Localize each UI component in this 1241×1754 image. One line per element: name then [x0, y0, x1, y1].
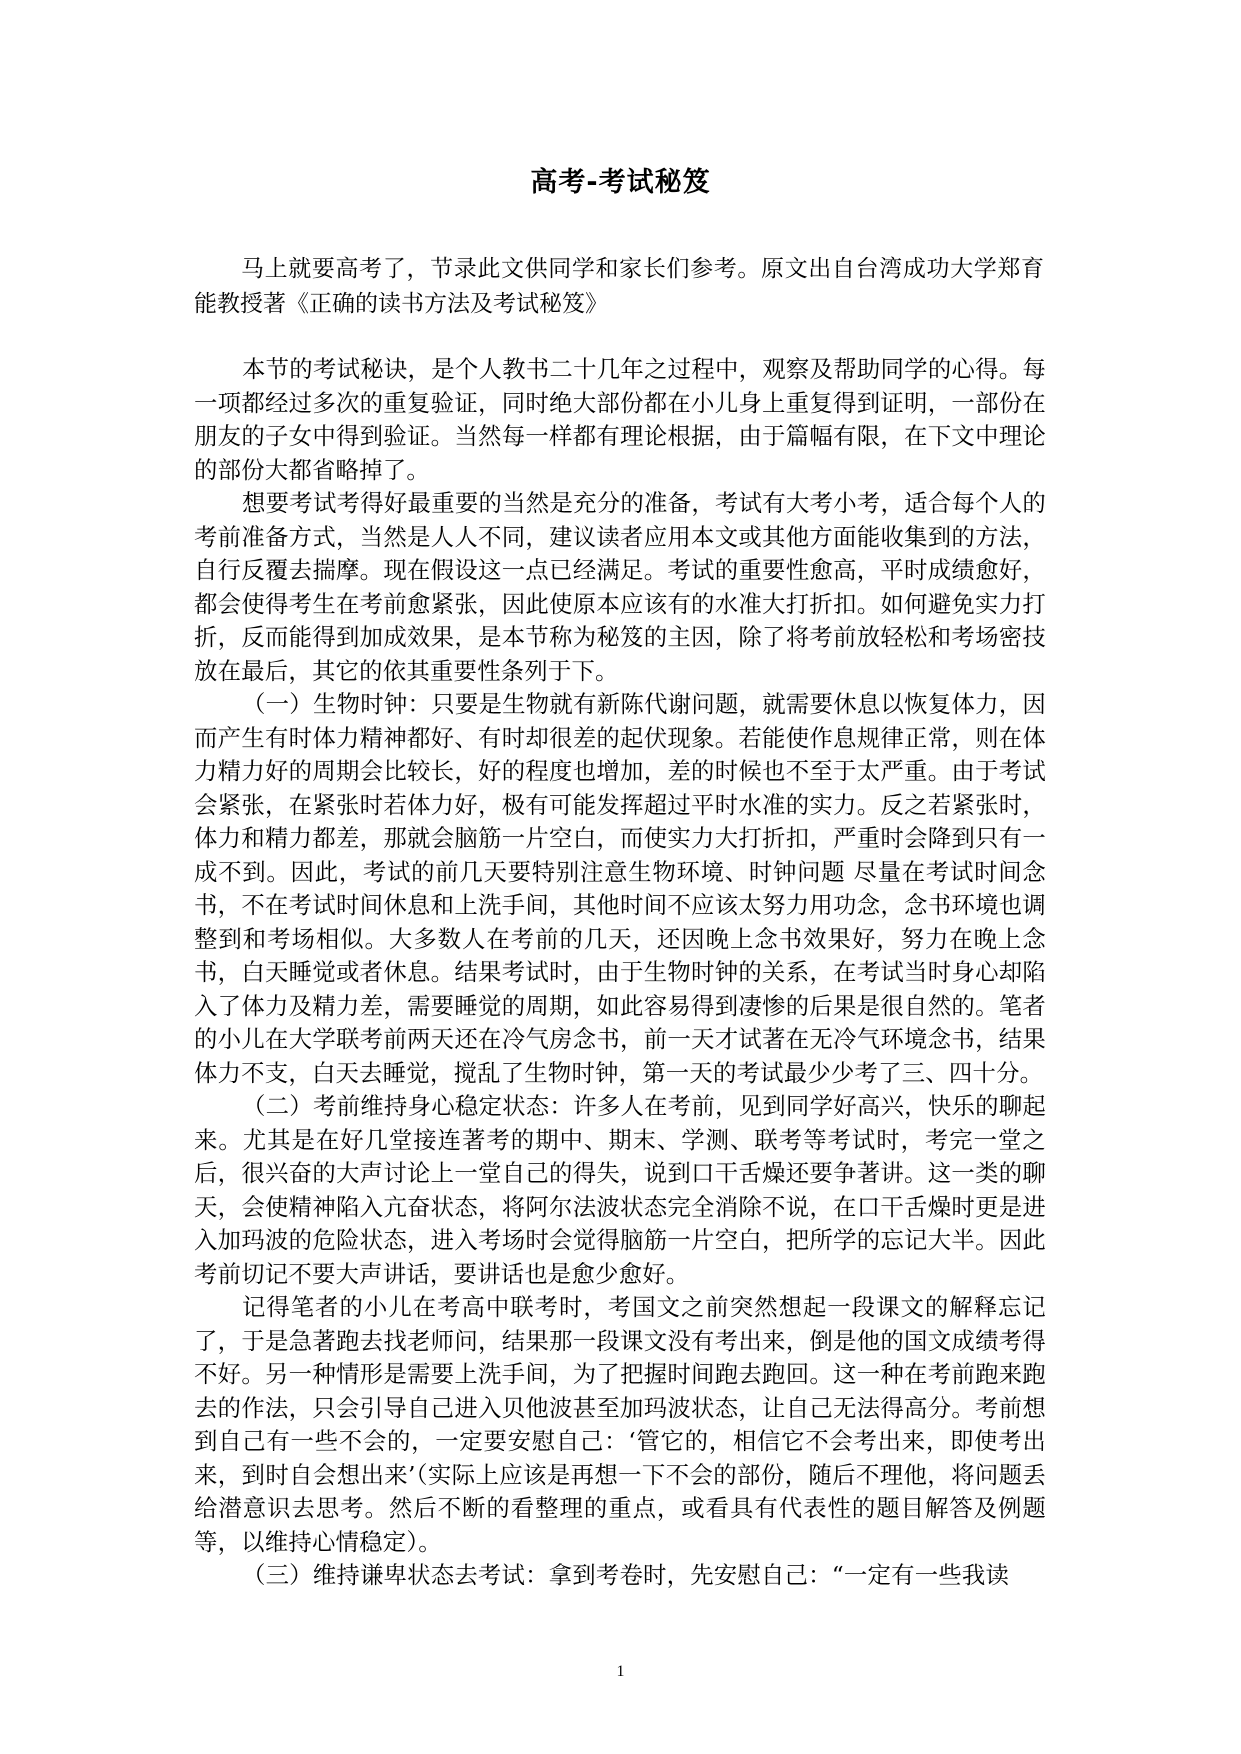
body-paragraph: （一）生物时钟：只要是生物就有新陈代谢问题，就需要休息以恢复体力，因而产生有时体力精神都好、有时却很差的起伏现象。若能使作息规律正常，则在体力精力好的周期会比较长，好的程度也增加，差的时候也不至于太严重。由于考试会紧张，在紧张时若体力好，极有可能发挥超过平时水准的实力。反之若紧张时，体力和精力都差，那就会脑筋一片空白，而使实力大打折扣，严重时会降到只有一成不到。因此，考试的前几天要特别注意生物环境、时钟问题 尽量在考试时间念书，不在考试时间休息和上洗手间，其他时间不应该太努力用功念，念书环境也调整到和考场相似。大多数人在考前的几天，还因晚上念书效果好，努力在晚上念书，白天睡觉或者休息。结果考试时，由于生物时钟的关系，在考试当时身心却陷入了体力及精力差，需要睡觉的周期，如此容易得到凄惨的后果是很自然的。笔者的小儿在大学联考前两天还在冷气房念书，前一天才试著在无冷气环境念书，结果体力不支，白天去睡觉，搅乱了生物时钟，第一天的考试最少少考了三、四十分。: [194, 690, 1046, 1087]
document-title: 高考-考试秘笈: [530, 167, 711, 198]
body-paragraph: 本节的考试秘诀，是个人教书二十几年之过程中，观察及帮助同学的心得。每一项都经过多次的重复验证，同时绝大部份都在小儿身上重复得到证明，一部份在朋友的子女中得到验证。当然每一样都有理论根据，由于篇幅有限，在下文中理论的部份大都省略掉了。: [194, 355, 1046, 484]
body-paragraph: 记得笔者的小儿在考高中联考时，考国文之前突然想起一段课文的解释忘记了，于是急著跑去找老师问，结果那一段课文没有考出来，倒是他的国文成绩考得不好。另一种情形是需要上洗手间，为了把握时间跑去跑回。这一种在考前跑来跑去的作法，只会引导自己进入贝他波甚至加玛波状态，让自己无法得高分。考前想到自己有一些不会的，一定要安慰自己：‘管它的，相信它不会考出来，即使考出来，到时自会想出来’（实际上应该是再想一下不会的部份，随后不理他，将问题丢给潜意识去思考。然后不断的看整理的重点，或看具有代表性的题目解答及例题等，以维持心情稳定）。: [194, 1293, 1046, 1556]
body-paragraph: （二）考前维持身心稳定状态：许多人在考前，见到同学好高兴，快乐的聊起来。尤其是在好几堂接连著考的期中、期末、学测、联考等考试时，考完一堂之后，很兴奋的大声讨论上一堂自己的得失，说到口干舌燥还要争著讲。这一类的聊天，会使精神陷入亢奋状态，将阿尔法波状态完全消除不说，在口干舌燥时更是进入加玛波的危险状态，进入考场时会觉得脑筋一片空白，把所学的忘记大半。因此考前切记不要大声讲话，要讲话也是愈少愈好。: [194, 1092, 1046, 1288]
body-paragraph: （三）维持谦卑状态去考试：拿到考卷时，先安慰自己：“一定有一些我读: [242, 1561, 1010, 1589]
intro-note: 马上就要高考了，节录此文供同学和家长们参考。原文出自台湾成功大学郑育能教授著《正确的读书方法及考试秘笈》: [194, 256, 1044, 317]
document-body: [194, 353, 1046, 1593]
page-number: 1: [616, 1663, 625, 1680]
body-paragraph: 想要考试考得好最重要的当然是充分的准备，考试有大考小考，适合每个人的考前准备方式，当然是人人不同，建议读者应用本文或其他方面能收集到的方法，自行反覆去揣摩。现在假设这一点已经满足。考试的重要性愈高，平时成绩愈好，都会使得考生在考前愈紧张，因此使原本应该有的水准大打折扣。如何避免实力打折，反而能得到加成效果，是本节称为秘笈的主因，除了将考前放轻松和考场密技放在最后，其它的依其重要性条列于下。: [194, 489, 1046, 685]
